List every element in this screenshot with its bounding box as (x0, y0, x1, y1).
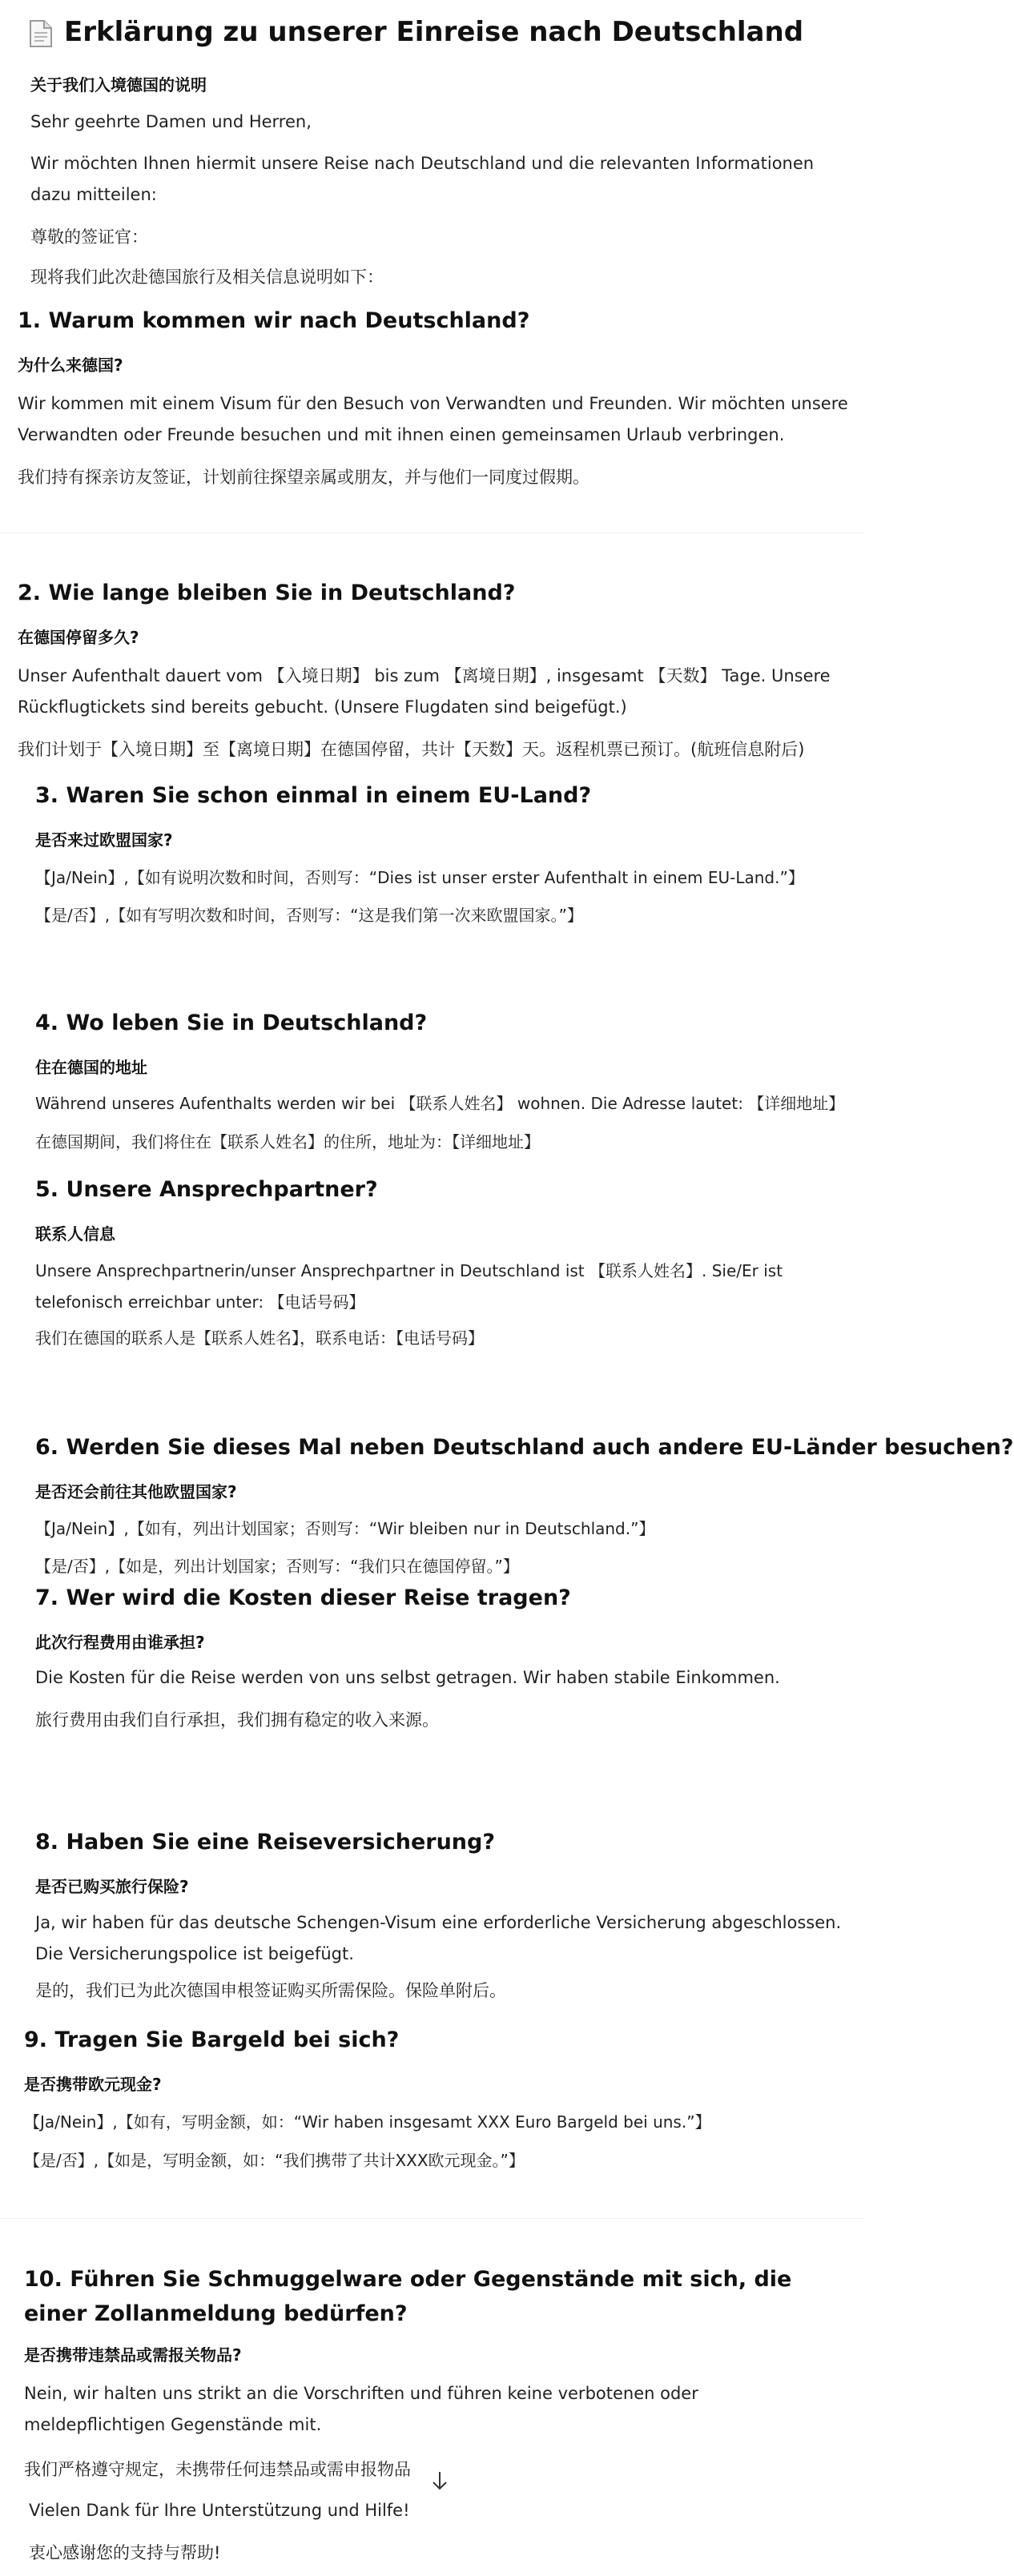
section-6-heading: 6. Werden Sie dieses Mal neben Deutschland auch andere EU-Länder besuchen? (35, 1435, 1014, 1460)
divider (0, 2218, 865, 2219)
section-10-heading: 10. Führen Sie Schmuggelware oder Gegenstände mit sich, die einer Zollanmeldung bedürfen? (24, 2267, 792, 2326)
closing-cn: 衷心感谢您的支持与帮助! (29, 2543, 221, 2562)
greeting-cn: 尊敬的签证官： (30, 227, 148, 247)
section-8-sub: 是否已购买旅行保险? (35, 1877, 189, 1896)
section-7-cn: 旅行费用由我们自行承担，我们拥有稳定的收入来源。 (35, 1710, 439, 1730)
page-title: Erklärung zu unserer Einreise nach Deutschland (64, 16, 804, 48)
section-6-sub: 是否还会前往其他欧盟国家? (35, 1482, 237, 1501)
section-6-de: 【Ja/Nein】,【如有，列出计划国家；否则写：“Wir bleiben nur in Deutschland.”】 (35, 1519, 655, 1538)
section-7-sub: 此次行程费用由谁承担? (35, 1633, 205, 1652)
section-6-cn: 【是/否】,【如是，列出计划国家；否则写：“我们只在德国停留。”】 (35, 1557, 519, 1576)
section-2-sub: 在德国停留多久? (18, 628, 139, 647)
section-10-de: Nein, wir halten uns strikt an die Vorschriften und führen keine verbotenen oder meldepflichtigen Gegenstände mit. (24, 2384, 698, 2434)
section-3-de: 【Ja/Nein】,【如有说明次数和时间，否则写：“Dies ist unser erster Aufenthalt in einem EU-Land.”】 (35, 868, 804, 887)
section-8-de: Ja, wir haben für das deutsche Schengen-Visum eine erforderliche Versicherung abgeschlossen. Die Versicherungspolice ist beigefügt. (35, 1913, 842, 1963)
section-9-heading: 9. Tragen Sie Bargeld bei sich? (24, 2027, 400, 2052)
section-4-sub: 住在德国的地址 (35, 1058, 147, 1077)
section-2-cn: 我们计划于【入境日期】至【离境日期】在德国停留，共计【天数】天。返程机票已预订。(航班信息附后) (18, 740, 805, 759)
section-2-de: Unser Aufenthalt dauert vom 【入境日期】 bis zum 【离境日期】, insgesamt 【天数】 Tage. Unsere Rückflugtickets sind bereits gebucht. (Unsere Flugdaten sind beigefügt.) (18, 666, 831, 717)
section-10-sub: 是否携带违禁品或需报关物品? (24, 2345, 242, 2365)
section-3-cn: 【是/否】,【如有写明次数和时间，否则写：“这是我们第一次来欧盟国家。”】 (35, 906, 583, 925)
intro-cn: 现将我们此次赴德国旅行及相关信息说明如下： (30, 267, 384, 287)
section-3-sub: 是否来过欧盟国家? (35, 830, 173, 850)
section-4-cn: 在德国期间，我们将住在【联系人姓名】的住所，地址为：【详细地址】 (35, 1132, 540, 1151)
document-icon (29, 19, 53, 48)
section-5-sub: 联系人信息 (35, 1224, 115, 1244)
section-8-cn: 是的，我们已为此次德国申根签证购买所需保险。保险单附后。 (35, 1981, 506, 2000)
arrow-down-icon[interactable] (431, 2470, 449, 2491)
section-5-de: Unsere Ansprechpartnerin/unser Ansprechpartner in Deutschland ist 【联系人姓名】. Sie/Er ist telefonisch erreichbar unter: 【电话号码】 (35, 1261, 783, 1312)
section-9-sub: 是否携带欧元现金? (24, 2075, 162, 2094)
section-9-de: 【Ja/Nein】,【如有，写明金额，如：“Wir haben insgesamt XXX Euro Bargeld bei uns.”】 (24, 2112, 711, 2132)
section-4-de: Während unseres Aufenthalts werden wir bei 【联系人姓名】 wohnen. Die Adresse lautet: 【详细地址】 (35, 1094, 845, 1113)
section-1-cn: 我们持有探亲访友签证，计划前往探望亲属或朋友，并与他们一同度过假期。 (18, 468, 589, 487)
intro-de: Wir möchten Ihnen hiermit unsere Reise nach Deutschland und die relevanten Informationen dazu mitteilen: (30, 154, 815, 204)
closing-de: Vielen Dank für Ihre Unterstützung und Hilfe! (29, 2501, 410, 2520)
section-10-cn: 我们严格遵守规定，未携带任何违禁品或需申报物品 (24, 2460, 411, 2479)
page-title-cn: 关于我们入境德国的说明 (30, 75, 207, 94)
divider (0, 532, 865, 533)
section-1-sub: 为什么来德国? (18, 356, 123, 375)
section-3-heading: 3. Waren Sie schon einmal in einem EU-Land? (35, 783, 592, 808)
section-7-heading: 7. Wer wird die Kosten dieser Reise tragen? (35, 1585, 571, 1610)
section-5-heading: 5. Unsere Ansprechpartner? (35, 1177, 378, 1202)
section-5-cn: 我们在德国的联系人是【联系人姓名】，联系电话：【电话号码】 (35, 1328, 484, 1348)
section-8-heading: 8. Haben Sie eine Reiseversicherung? (35, 1830, 496, 1855)
section-9-cn: 【是/否】,【如是，写明金额，如：“我们携带了共计XXX欧元现金。”】 (24, 2151, 525, 2170)
section-4-heading: 4. Wo leben Sie in Deutschland? (35, 1011, 428, 1035)
section-1-heading: 1. Warum kommen wir nach Deutschland? (18, 308, 530, 333)
section-7-de: Die Kosten für die Reise werden von uns selbst getragen. Wir haben stabile Einkommen. (35, 1668, 780, 1687)
section-2-heading: 2. Wie lange bleiben Sie in Deutschland? (18, 581, 516, 605)
greeting-de: Sehr geehrte Damen und Herren, (30, 112, 312, 131)
section-1-de: Wir kommen mit einem Visum für den Besuch von Verwandten und Freunden. Wir möchten unsere Verwandten oder Freunde besuchen und mit ihnen einen gemeinsamen Urlaub verbringen. (18, 394, 848, 444)
